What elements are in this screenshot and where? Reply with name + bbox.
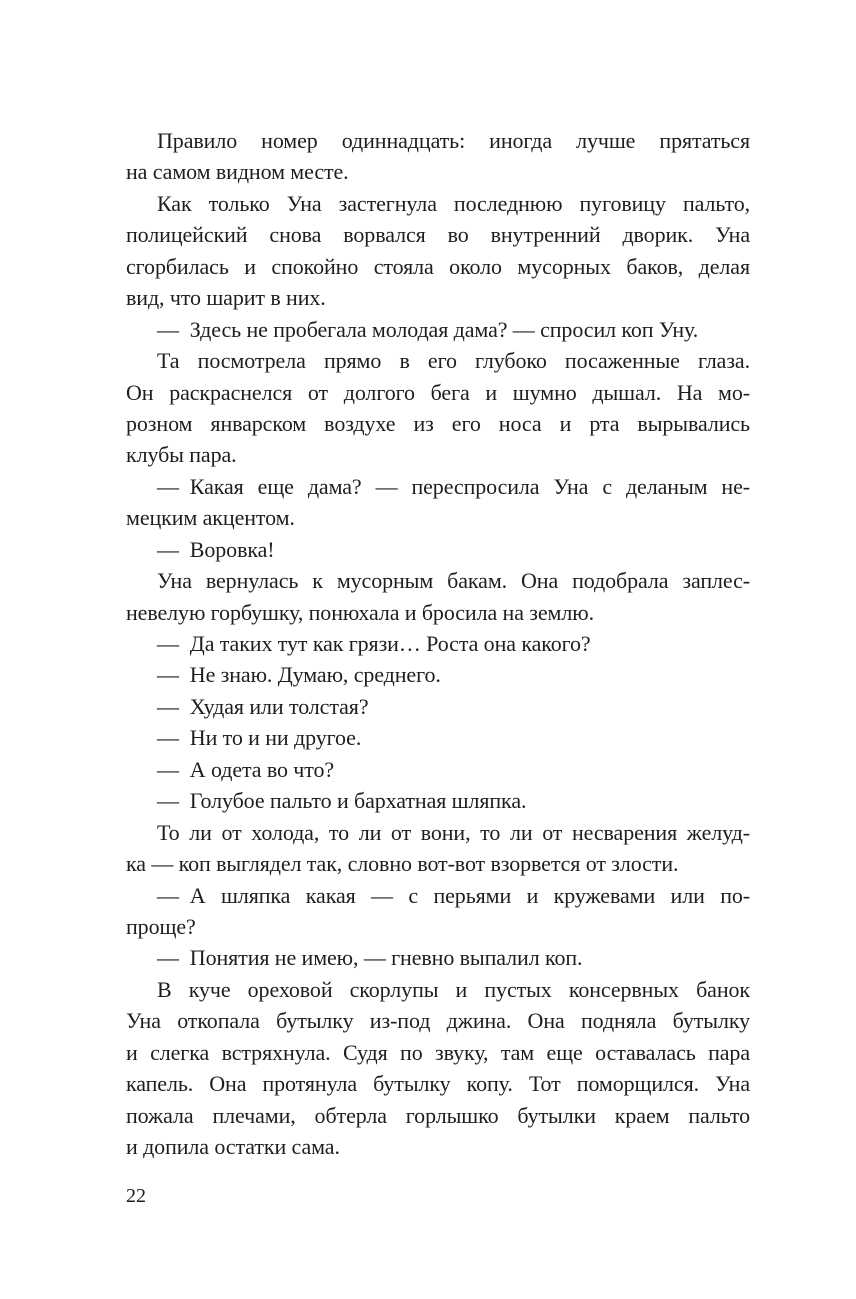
text-line: Та посмотрела прямо в его глубоко посаженные глаза. (157, 348, 750, 374)
text-line: — Да таких тут как грязи… Роста она какого? (157, 631, 591, 656)
text-line: — Здесь не пробегала молодая дама? — спросил коп Уну. (157, 316, 699, 342)
text-line: и допила остатки сама. (126, 1134, 340, 1159)
text-line: То ли от холода, то ли от вони, то ли от несварения желуд- (157, 819, 750, 845)
text-line: В куче ореховой скорлупы и пустых консервных банок (157, 976, 750, 1002)
text-line: Правило номер одиннадцать: иногда лучше прятаться (157, 128, 750, 153)
text-line: невелую горбушку, понюхала и бросила на землю. (126, 599, 594, 625)
text-line: полицейский снова ворвался во внутренний дворик. Уна (126, 222, 750, 248)
text-line: — Воровка! (157, 536, 275, 562)
text-line: — Какая еще дама? — переспросила Уна с деланым не- (157, 473, 750, 499)
text-line: Как только Уна застегнула последнюю пуговицу пальто, (157, 190, 750, 216)
text-line: Уна откопала бутылку из-под джина. Она подняла бутылку (126, 1008, 750, 1034)
text-line: мецким акцентом. (126, 505, 295, 531)
text-line: вид, что шарит в них. (126, 285, 326, 311)
text-line: — Голубое пальто и бархатная шляпка. (157, 788, 527, 814)
text-line: капель. Она протянула бутылку копу. Тот поморщился. Уна (126, 1071, 750, 1097)
text-line: Он раскраснелся от долгого бега и шумно дышал. На мо- (126, 379, 750, 405)
text-line: клубы пара. (126, 442, 237, 468)
text-line: на самом видном месте. (126, 159, 349, 185)
text-line: — Не знаю. Думаю, среднего. (157, 662, 441, 688)
text-line: — Ни то и ни другое. (157, 725, 362, 751)
text-line: — А одета во что? (157, 756, 335, 782)
text-line: проще? (126, 913, 196, 939)
text-line: — А шляпка какая — с перьями и кружевами или по- (157, 882, 750, 908)
text-line: Уна вернулась к мусорным бакам. Она подобрала заплес- (157, 568, 750, 594)
text-line: розном январском воздухе из его носа и рта вырывались (126, 410, 750, 436)
text-line: ка — коп выглядел так, словно вот-вот взорвется от злости. (126, 851, 679, 877)
text-line: пожала плечами, обтерла горлышко бутылки краем пальто (126, 1102, 750, 1128)
text-line: — Понятия не имею, — гневно выпалил коп. (157, 945, 583, 971)
text-line: сгорбилась и спокойно стояла около мусорных баков, делая (126, 253, 750, 279)
page-number: 22 (126, 1185, 146, 1207)
text-line: и слегка встряхнула. Судя по звуку, там еще оставалась пара (126, 1039, 750, 1065)
page-text (126, 125, 750, 1162)
text-line: — Худая или толстая? (157, 693, 369, 719)
